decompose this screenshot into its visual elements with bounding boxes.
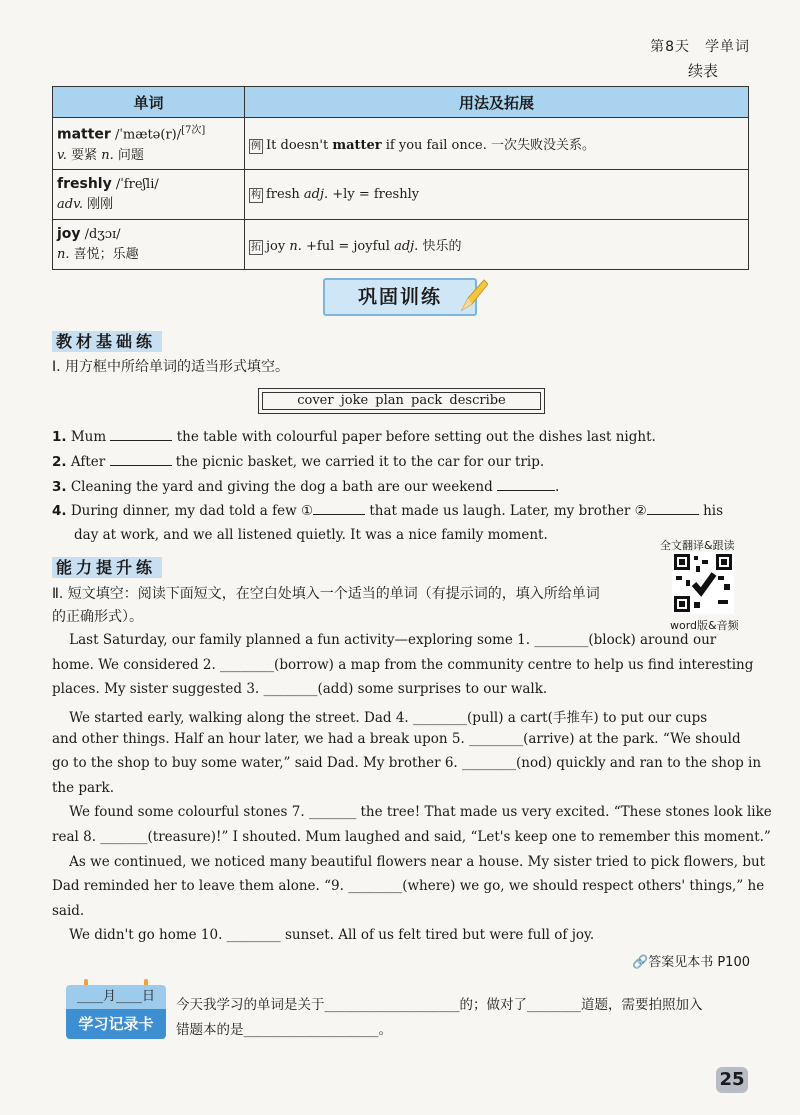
question-1: [52, 428, 656, 445]
table-header-row: [53, 87, 749, 118]
section1-heading-wrap: [52, 329, 162, 352]
usage-cell: [245, 220, 749, 270]
frequency-badge: [7次]: [181, 125, 206, 137]
answer-blank[interactable]: [110, 428, 172, 441]
word-box-words: cover joke plan pack describe: [262, 392, 541, 410]
passage-line: go to the shop to buy some water,” said Dad. My brother 6. ________(nod) quickly and ran to the shop in: [52, 755, 762, 771]
usage-text: +ly = freshly: [328, 186, 420, 202]
word-cell: [53, 170, 245, 220]
usage-text: joy: [266, 238, 290, 254]
question-3: [52, 478, 559, 495]
answer-blank[interactable]: [313, 502, 365, 515]
passage-line: We didn't go home 10. ________ sunset. All of us felt tired but were full of joy.: [52, 927, 595, 943]
section1-instruction: Ⅰ. 用方框中所给单词的适当形式填空。: [52, 359, 290, 375]
usage-text: if you fail once. 一次失败没关系。: [381, 137, 595, 153]
answer-blank[interactable]: [110, 453, 172, 466]
col-word-header: 单词: [53, 87, 245, 118]
record-card-title: 学习记录卡: [66, 1009, 166, 1039]
passage-line: said.: [52, 903, 85, 919]
section2-heading-wrap: [52, 555, 162, 578]
answer-blank[interactable]: [647, 502, 699, 515]
usage-keyword: matter: [332, 137, 382, 153]
question-text: that made us laugh. Later, my brother ②: [365, 503, 647, 519]
example-tag: 例: [251, 140, 261, 152]
word: joy: [57, 226, 81, 242]
usage-text: 快乐的: [418, 238, 462, 254]
qr-code[interactable]: [672, 552, 734, 614]
word: freshly: [57, 176, 112, 192]
page-number: 25: [716, 1067, 748, 1093]
passage-line: real 8. _______(treasure)!” I shouted. Mum laughed and said, “Let's keep one to remember this moment.”: [52, 829, 771, 845]
word-cell: [53, 118, 245, 170]
usage-pos: adj.: [303, 186, 329, 202]
question-text: the table with colourful paper before setting out the dishes last night.: [172, 429, 656, 445]
section2-heading: 能力提升练: [52, 557, 162, 578]
pos: n.: [57, 247, 70, 262]
passage-line: home. We considered 2. ________(borrow) a map from the community centre to help us find interesting: [52, 657, 754, 673]
usage-text: +ful = joyful: [301, 238, 395, 254]
pencil-icon: [458, 276, 488, 312]
usage-pos: adj.: [394, 238, 419, 254]
question-text: During dinner, my dad told a few ①: [66, 503, 314, 519]
record-card: [66, 985, 166, 1041]
passage-line: We found some colourful stones 7. _______ the tree! That made us very excited. “These stones look like: [52, 804, 772, 820]
meaning: 要紧: [66, 147, 102, 163]
word-cell: [53, 220, 245, 270]
passage-line: and other things. Half an hour later, we had a break upon 5. ________(arrive) at the park. “We should: [52, 731, 741, 747]
record-date: ____月____日: [66, 985, 166, 1009]
pos: n.: [101, 147, 114, 163]
question-2: [52, 453, 544, 470]
pos: v.: [57, 147, 67, 163]
passage-line: places. My sister suggested 3. ________(add) some surprises to our walk.: [52, 681, 548, 697]
phonetic: /dʒɔɪ/: [80, 227, 121, 242]
link-icon: 🔗: [632, 955, 649, 970]
question-4: [52, 502, 723, 519]
col-usage-header: 用法及拓展: [245, 87, 749, 118]
question-text: his: [698, 503, 724, 519]
question-text: Cleaning the yard and giving the dog a bath are our weekend: [66, 479, 498, 495]
structure-tag: 构: [251, 189, 261, 201]
answer-reference-text: 答案见本书 P100: [648, 955, 750, 970]
section2-instruction: Ⅱ. 短文填空：阅读下面短文，在空白处填入一个适当的单词（有提示词的，填入所给单词: [52, 586, 600, 602]
word-box: [258, 388, 545, 414]
word: matter: [57, 126, 111, 143]
usage-text: It doesn't: [266, 137, 333, 153]
question-text: Mum: [66, 429, 111, 445]
page-header-day: 第8天 学单词: [650, 39, 750, 55]
question-number: 2.: [52, 454, 67, 470]
table-row: [53, 170, 749, 220]
question-text: .: [555, 479, 560, 495]
passage-line: Dad reminded her to leave them alone. “9. ________(where) we go, we should respect others' things,” he: [52, 878, 765, 894]
question-4-line2: day at work, and we all listened quietly. It was a nice family moment.: [74, 527, 548, 543]
question-number: 1.: [52, 429, 67, 445]
vocab-table: [52, 86, 749, 270]
question-number: 4.: [52, 503, 67, 519]
continued-label: 续表: [687, 62, 718, 80]
phonetic: /ˈmætə(r)/: [110, 127, 182, 143]
question-text: the picnic basket, we carried it to the car for our trip.: [171, 454, 545, 470]
usage-cell: [245, 170, 749, 220]
answer-blank[interactable]: [497, 478, 555, 491]
qr-label-top: 全文翻译&跟读: [660, 539, 735, 552]
passage-line: the park.: [52, 780, 115, 796]
passage-line: As we continued, we noticed many beautiful flowers near a house. My sister tried to pick flowers, but: [52, 854, 766, 870]
pos: adv.: [57, 197, 84, 212]
qr-label-bottom: word版&音频: [670, 619, 739, 632]
passage-line: We started early, walking along the street. Dad 4. ________(pull) a cart(手推车) to put our cups: [52, 710, 708, 726]
meaning: 问题: [113, 147, 144, 163]
meaning: 刚刚: [83, 197, 114, 212]
table-row: [53, 220, 749, 270]
record-line-2: 错题本的是____________________。: [176, 1022, 392, 1038]
phonetic: /ˈfreʃli/: [111, 177, 159, 192]
section-banner: 巩固训练: [323, 278, 477, 316]
meaning: 喜悦；乐趣: [69, 247, 139, 262]
passage-line: Last Saturday, our family planned a fun activity—exploring some 1. ________(block) around our: [52, 632, 717, 648]
table-row: [53, 118, 749, 170]
answer-reference: [632, 951, 750, 970]
extension-tag: 拓: [251, 241, 261, 253]
section2-instruction-2: 的正确形式）。: [52, 609, 143, 625]
section1-heading: 教材基础练: [52, 331, 162, 352]
question-number: 3.: [52, 479, 67, 495]
question-text: After: [66, 454, 110, 470]
record-line-1: 今天我学习的单词是关于____________________的；做对了________道题，需要拍照加入: [176, 997, 703, 1013]
usage-cell: [245, 118, 749, 170]
usage-pos: n.: [289, 238, 302, 254]
usage-text: fresh: [266, 186, 304, 202]
